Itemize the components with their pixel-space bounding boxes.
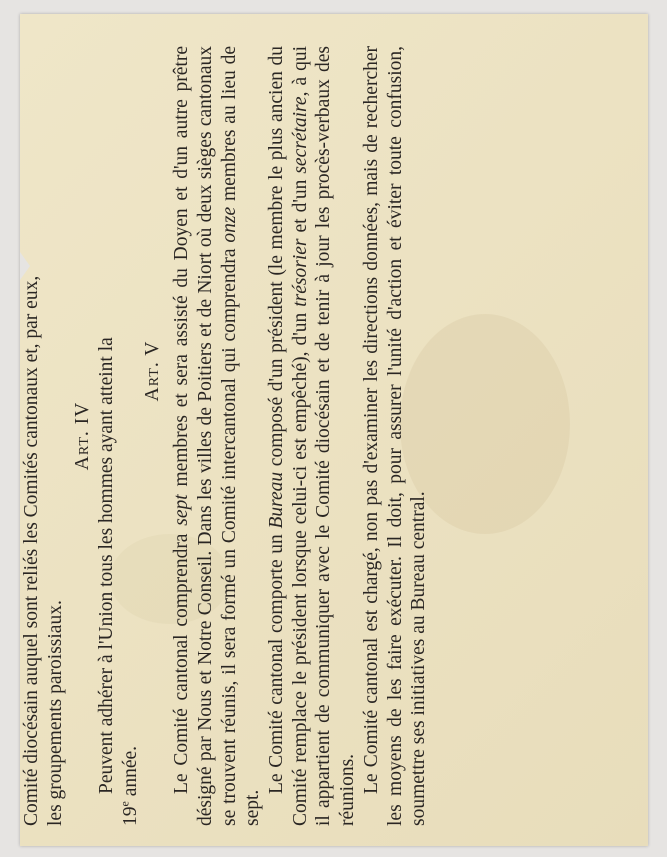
rotated-text-block [20,46,431,826]
article-heading: Art. IV [72,401,94,471]
article-heading: Art. V [141,340,163,402]
article-5-paragraph-2: Le Comité cantonal comporte un Bureau composé d'un président (le membre le plus ancien du Comité remplace le président lorsque celui-ci est empêché), d'un trésorier et d'un secrétaire, à qui il appartient de communiquer avec le Comité diocésain et de tenir à jour les procès-verbaux des réunions. [266,45,359,826]
article-4-text: Peuvent adhérer à l'Union tous les hommes ayant atteint la 19e année. [96,337,141,826]
intro-line: les groupements paroissiaux. [44,600,66,826]
article-5-paragraph-3: Le Comité cantonal est chargé, non pas d'examiner les directions données, mais de rechercher les moyens de les faire exécuter. Il doit, pour assurer l'unité d'action et éviter toute confusion, soumettre ses initiatives au Bureau central. [360,46,430,826]
article-5-paragraph-1: Le Comité cantonal comprendra sept membres et sera assisté du Doyen et d'un autre prêtre désigné par Nous et Notre Conseil. Dans les villes de Poitiers et de Niort où deux sièges cantonaux se trouvent réunis, il sera formé un Comité intercantonal qui comprendra onze membres au lieu de sept. [171,46,264,826]
intro-line: Comité diocésain auquel sont reliés les Comités cantonaux et, par eux, [21,275,42,826]
intro-paragraph [20,46,67,826]
